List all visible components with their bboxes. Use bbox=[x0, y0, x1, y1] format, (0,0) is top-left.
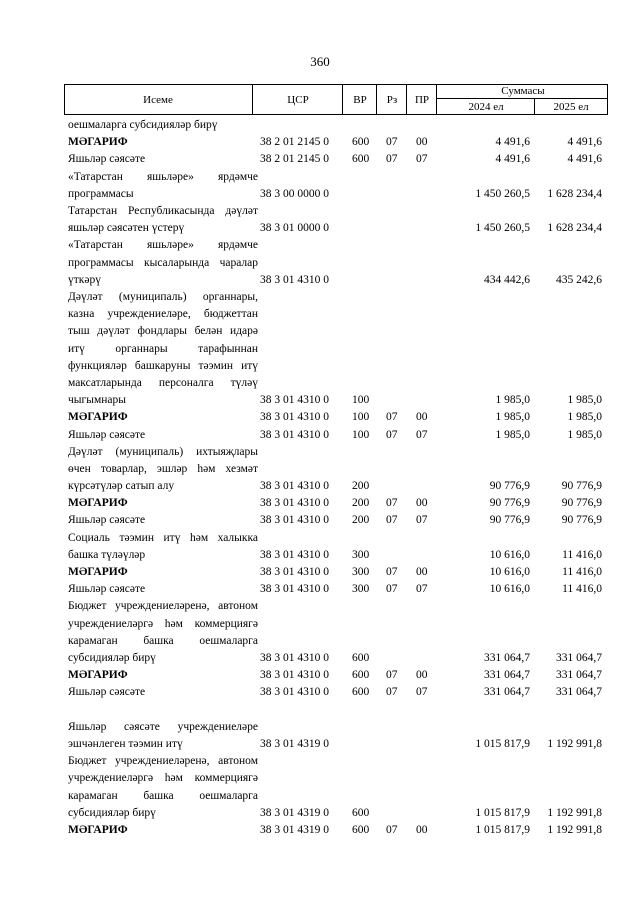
table-row bbox=[0, 822, 640, 839]
row-amount-2025: 1 985,0 bbox=[567, 394, 602, 407]
row-name: Яшьләр сәясәте bbox=[68, 583, 146, 596]
row-name: Дәүләт (муниципаль) ихтыяҗлары өчен товарлар, эшләр һәм хезмәт күрсәтүләр сатып алу bbox=[68, 445, 258, 493]
table-row bbox=[0, 495, 640, 512]
row-amount-2025: 4 491,6 bbox=[567, 136, 602, 149]
row-amount-2024: 1 985,0 bbox=[495, 411, 530, 424]
row-csr: 38 3 01 4310 0 bbox=[260, 411, 329, 424]
header-vr: ВР bbox=[342, 84, 377, 115]
row-amount-2024: 90 776,9 bbox=[489, 497, 530, 510]
row-amount-2025: 90 776,9 bbox=[561, 480, 602, 493]
row-csr: 38 3 01 4310 0 bbox=[260, 652, 329, 665]
table-row bbox=[0, 169, 640, 203]
row-rz: 07 bbox=[386, 428, 398, 441]
row-amount-2025: 1 192 991,8 bbox=[547, 738, 602, 750]
row-name: Яшьләр сәясәте учреждениеләре эшчәнлеген тәэмин итү bbox=[68, 720, 258, 750]
row-pr: 07 bbox=[416, 686, 428, 699]
table-header bbox=[64, 84, 608, 115]
row-amount-2025: 435 242,6 bbox=[556, 273, 602, 286]
row-vr: 100 bbox=[352, 428, 370, 441]
row-amount-2024: 10 616,0 bbox=[489, 548, 530, 561]
row-name: МӘГАРИФ bbox=[68, 136, 128, 149]
row-rz: 07 bbox=[386, 514, 398, 527]
header-name: Исеме bbox=[143, 93, 173, 106]
row-amount-2025: 1 628 234,4 bbox=[547, 187, 602, 200]
row-pr: 00 bbox=[416, 669, 428, 682]
table-row bbox=[0, 581, 640, 598]
row-vr: 300 bbox=[352, 548, 370, 561]
row-name: Дәүләт (муниципаль) органнары, казна учреждениеләре, бюджеттан тыш дәүләт фондлары белән идарә итү органнары тарафыннан функцияләр башкаруны тәэмин итү максатларында персоналга түләү чыгымнары bbox=[68, 290, 258, 407]
table-row bbox=[0, 753, 640, 822]
row-pr: 00 bbox=[416, 566, 428, 579]
row-pr: 07 bbox=[416, 428, 428, 441]
row-name: Социаль тәэмин итү һәм халыкка башка түләүләр bbox=[68, 531, 258, 561]
row-amount-2024: 1 015 817,9 bbox=[475, 738, 530, 750]
row-pr: 00 bbox=[416, 497, 428, 510]
row-rz: 07 bbox=[386, 686, 398, 699]
row-csr: 38 3 01 4310 0 bbox=[260, 497, 329, 510]
row-vr: 600 bbox=[352, 652, 370, 665]
row-amount-2024: 1 015 817,9 bbox=[475, 806, 530, 819]
row-name: Яшьләр сәясәте bbox=[68, 686, 146, 699]
row-csr: 38 3 01 4310 0 bbox=[260, 548, 329, 561]
row-amount-2024: 1 450 260,5 bbox=[475, 222, 530, 235]
row-name: «Татарстан яшьләре» ярдәмче программасы кысаларында чаралар үткәрү bbox=[68, 239, 258, 286]
row-name: МӘГАРИФ bbox=[68, 823, 128, 836]
row-csr: 38 3 01 4310 0 bbox=[260, 480, 329, 493]
row-pr: 00 bbox=[416, 823, 428, 836]
row-csr: 38 3 01 0000 0 bbox=[260, 222, 329, 235]
row-amount-2025: 1 985,0 bbox=[567, 428, 602, 441]
row-vr: 600 bbox=[352, 153, 370, 166]
row-csr: 38 3 01 4319 0 bbox=[260, 806, 329, 819]
table-row bbox=[0, 409, 640, 426]
row-vr: 300 bbox=[352, 566, 370, 579]
row-vr: 600 bbox=[352, 136, 370, 149]
table-row bbox=[0, 530, 640, 564]
row-amount-2024: 331 064,7 bbox=[484, 669, 530, 682]
row-amount-2024: 10 616,0 bbox=[489, 566, 530, 579]
table-row bbox=[0, 427, 640, 444]
row-amount-2024: 90 776,9 bbox=[489, 514, 530, 527]
row-rz: 07 bbox=[386, 497, 398, 510]
row-amount-2024: 1 450 260,5 bbox=[475, 187, 530, 200]
header-rz: Рз bbox=[376, 84, 407, 115]
row-amount-2024: 4 491,6 bbox=[495, 153, 530, 166]
row-amount-2024: 90 776,9 bbox=[489, 480, 530, 493]
row-vr: 600 bbox=[352, 686, 370, 699]
table-body bbox=[0, 117, 640, 839]
row-vr: 100 bbox=[352, 411, 370, 424]
row-amount-2025: 1 192 991,8 bbox=[547, 806, 602, 819]
row-name: «Татарстан яшьләре» ярдәмче программасы bbox=[68, 170, 258, 200]
row-rz: 07 bbox=[386, 411, 398, 424]
row-rz: 07 bbox=[386, 153, 398, 166]
row-csr: 38 3 01 4310 0 bbox=[260, 686, 329, 699]
row-csr: 38 3 01 4319 0 bbox=[260, 823, 329, 836]
row-rz: 07 bbox=[386, 583, 398, 596]
row-csr: 38 2 01 2145 0 bbox=[260, 136, 329, 149]
row-pr: 00 bbox=[416, 411, 428, 424]
table-row bbox=[0, 203, 640, 237]
row-csr: 38 3 01 4310 0 bbox=[260, 394, 329, 407]
table-row bbox=[0, 237, 640, 289]
row-amount-2025: 90 776,9 bbox=[561, 497, 602, 510]
row-csr: 38 3 01 4319 0 bbox=[260, 738, 329, 750]
row-pr: 07 bbox=[416, 514, 428, 527]
row-name: Яшьләр сәясәте bbox=[68, 153, 146, 166]
row-amount-2025: 1 985,0 bbox=[567, 411, 602, 424]
row-amount-2025: 90 776,9 bbox=[561, 514, 602, 527]
row-amount-2025: 1 628 234,4 bbox=[547, 222, 602, 235]
table-row bbox=[0, 564, 640, 581]
row-amount-2025: 1 192 991,8 bbox=[547, 823, 602, 836]
row-rz: 07 bbox=[386, 136, 398, 149]
row-csr: 38 3 01 4310 0 bbox=[260, 428, 329, 441]
table-row bbox=[0, 702, 640, 754]
table-row bbox=[0, 134, 640, 151]
row-name: оешмаларга субсидияләр бирү bbox=[68, 118, 218, 131]
row-amount-2024: 434 442,6 bbox=[484, 273, 530, 286]
row-name: МӘГАРИФ bbox=[68, 669, 128, 682]
table-row bbox=[0, 151, 640, 168]
header-pr: ПР bbox=[406, 84, 437, 115]
row-amount-2024: 4 491,6 bbox=[495, 136, 530, 149]
row-rz: 07 bbox=[386, 669, 398, 682]
row-name: МӘГАРИФ bbox=[68, 566, 128, 579]
row-amount-2024: 10 616,0 bbox=[489, 583, 530, 596]
row-name: МӘГАРИФ bbox=[68, 497, 128, 510]
row-csr: 38 3 01 4310 0 bbox=[260, 566, 329, 579]
table-row bbox=[0, 667, 640, 684]
row-name: Татарстан Республикасында дәүләт яшьләр сәясәтен үстерү bbox=[68, 204, 258, 235]
row-amount-2024: 331 064,7 bbox=[484, 686, 530, 699]
row-csr: 38 3 01 4310 0 bbox=[260, 514, 329, 527]
row-amount-2025: 11 416,0 bbox=[562, 566, 602, 579]
row-csr: 38 3 00 0000 0 bbox=[260, 187, 329, 200]
row-csr: 38 3 01 4310 0 bbox=[260, 669, 329, 682]
table-row bbox=[0, 598, 640, 667]
row-name: Яшьләр сәясәте bbox=[68, 514, 146, 527]
row-csr: 38 3 01 4310 0 bbox=[260, 273, 329, 286]
row-vr: 200 bbox=[352, 497, 370, 510]
row-amount-2025: 331 064,7 bbox=[556, 652, 602, 665]
row-vr: 200 bbox=[352, 480, 370, 493]
row-amount-2024: 1 985,0 bbox=[495, 428, 530, 441]
row-name: Бюджет учреждениеләренә, автоном учреждениеләргә һәм коммерциягә карамаган башка оешмаларга субсидияләр бирү bbox=[68, 600, 258, 665]
row-name: Бюджет учреждениеләренә, автоном учреждениеләргә һәм коммерциягә карамаган башка оешмаларга субсидияләр бирү bbox=[68, 755, 258, 819]
table-row bbox=[0, 684, 640, 701]
table-row bbox=[0, 444, 640, 496]
page-number: 360 bbox=[310, 54, 330, 69]
row-pr: 07 bbox=[416, 153, 428, 166]
table-row bbox=[0, 512, 640, 529]
row-name: Яшьләр сәясәте bbox=[68, 428, 146, 441]
table-row bbox=[0, 289, 640, 409]
row-vr: 200 bbox=[352, 514, 370, 527]
row-vr: 600 bbox=[352, 823, 370, 836]
row-amount-2025: 4 491,6 bbox=[567, 153, 602, 166]
header-csr: ЦСР bbox=[252, 84, 343, 115]
row-amount-2024: 1 015 817,9 bbox=[475, 823, 530, 836]
header-year-2025: 2025 ел bbox=[553, 100, 589, 113]
row-vr: 300 bbox=[352, 583, 370, 596]
row-csr: 38 3 01 4310 0 bbox=[260, 583, 329, 596]
row-amount-2025: 331 064,7 bbox=[556, 686, 602, 699]
row-rz: 07 bbox=[386, 823, 398, 836]
row-amount-2024: 1 985,0 bbox=[495, 394, 530, 407]
header-year-2024: 2024 ел bbox=[436, 99, 535, 114]
header-sums: Суммасы bbox=[436, 84, 609, 98]
row-pr: 00 bbox=[416, 136, 428, 149]
row-amount-2024: 331 064,7 bbox=[484, 652, 530, 665]
table-row bbox=[0, 117, 640, 134]
row-amount-2025: 11 416,0 bbox=[562, 583, 602, 596]
row-name: МӘГАРИФ bbox=[68, 411, 128, 424]
row-amount-2025: 11 416,0 bbox=[562, 548, 602, 561]
row-vr: 600 bbox=[352, 669, 370, 682]
row-pr: 07 bbox=[416, 583, 428, 596]
row-rz: 07 bbox=[386, 566, 398, 579]
row-vr: 100 bbox=[352, 394, 370, 407]
row-amount-2025: 331 064,7 bbox=[556, 669, 602, 682]
row-vr: 600 bbox=[352, 806, 370, 819]
row-csr: 38 2 01 2145 0 bbox=[260, 153, 329, 166]
